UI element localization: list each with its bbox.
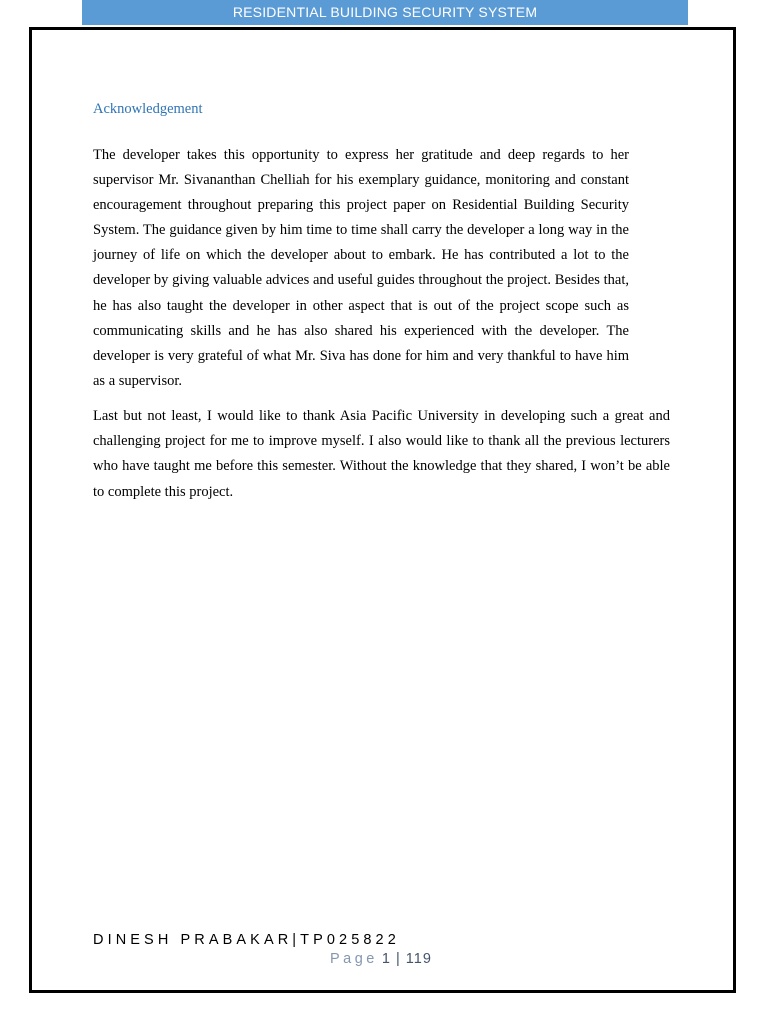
acknowledgement-paragraph-1: The developer takes this opportunity to express her gratitude and deep regards to her supervisor Mr. Sivananthan Chelliah for his exemplary guidance, monitoring and constant encouragement throughout preparing this project paper on Residential Building Security System. The guidance given by him time to time shall carry the developer a long way in the journey of life on which the developer about to embark. He has contributed a lot to the developer by giving valuable advices and useful guides throughout the project. Besides that, he has also taught the developer in other aspect that is out of the project scope such as communicating skills and he has also shared his experienced with the developer. The developer is very grateful of what Mr. Siva has done for him and very thankful to have him as a supervisor. — [93, 147, 629, 389]
running-header: RESIDENTIAL BUILDING SECURITY SYSTEM — [82, 0, 688, 25]
section-heading: Acknowledgement — [93, 101, 203, 117]
acknowledgement-paragraph-2: Last but not least, I would like to thank Asia Pacific University in developing such a great and challenging project for me to improve myself. I also would like to thank all the previous lecturers who have taught me before this semester. Without the knowledge that they shared, I won’t be able to complete this project. — [93, 408, 670, 500]
page-number: 1 | 119 — [381, 951, 432, 967]
page-indicator — [330, 951, 432, 967]
page-label: Page — [330, 951, 378, 967]
footer-author: DINESH PRABAKAR|TP025822 — [93, 932, 400, 948]
